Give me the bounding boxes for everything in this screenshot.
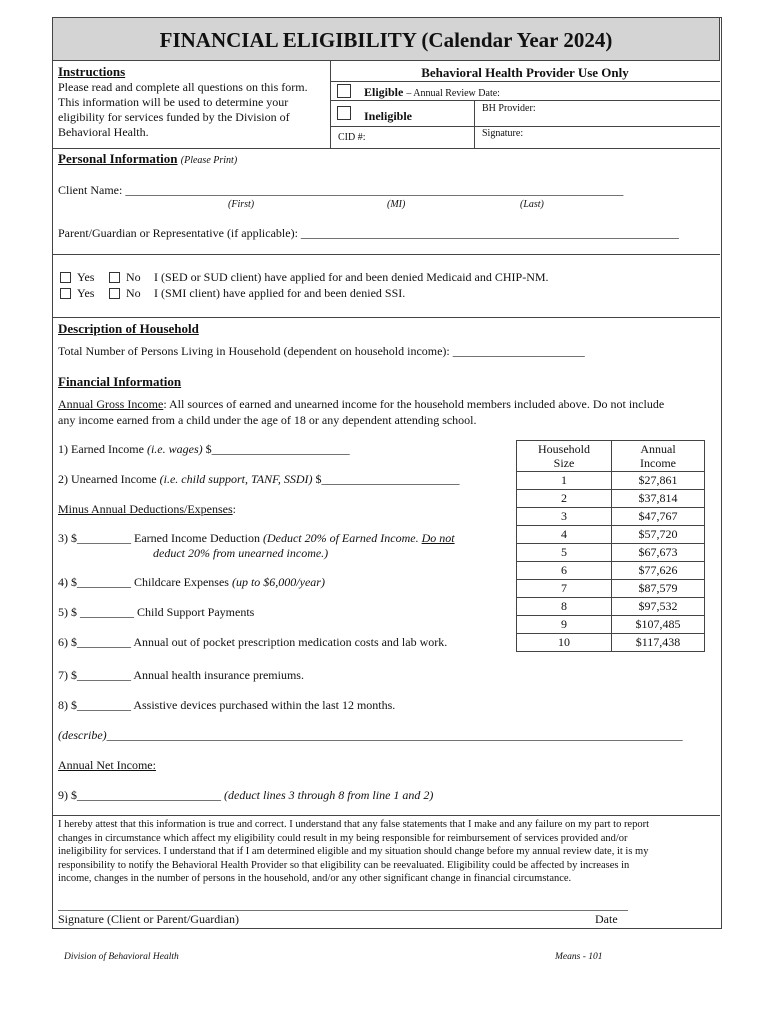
describe-field[interactable] bbox=[58, 728, 683, 743]
household-count-field[interactable]: Total Number of Persons Living in Household (dependent on household income): ______________________ bbox=[58, 344, 585, 358]
instructions-line: Please read and complete all questions on this form. bbox=[58, 80, 308, 94]
yes-label: Yes bbox=[77, 270, 95, 284]
table-row bbox=[517, 580, 705, 598]
line-4-childcare[interactable] bbox=[58, 575, 325, 590]
income-cell: $87,579 bbox=[612, 580, 705, 598]
instructions-line: eligibility for services funded by the Division of bbox=[58, 110, 290, 124]
first-name-caption: (First) bbox=[228, 199, 255, 210]
medicaid-question: I (SED or SUD client) have applied for and been denied Medicaid and CHIP-NM. bbox=[154, 270, 549, 284]
table-row bbox=[517, 544, 705, 562]
eligible-checkbox[interactable] bbox=[337, 84, 351, 98]
section-divider bbox=[52, 317, 720, 318]
line-3-earned-income-deduction[interactable] bbox=[58, 531, 455, 546]
section-divider bbox=[52, 815, 720, 816]
size-cell: 3 bbox=[517, 508, 612, 526]
header-line: Annual bbox=[640, 442, 676, 456]
describe-label: (describe) bbox=[58, 728, 107, 742]
annual-income-header bbox=[612, 441, 705, 472]
line-label: 9) $________________________ bbox=[58, 788, 224, 802]
income-cell: $47,767 bbox=[612, 508, 705, 526]
size-cell: 9 bbox=[517, 616, 612, 634]
size-cell: 10 bbox=[517, 634, 612, 652]
line-label: 1) Earned Income bbox=[58, 442, 147, 456]
no-label: No bbox=[126, 286, 141, 300]
bh-provider-label: BH Provider: bbox=[482, 103, 536, 114]
line-9-net-income[interactable] bbox=[58, 788, 433, 803]
attestation-line: income, changes in the number of persons in the household, and/or any other significant change in financial circumstance. bbox=[58, 873, 572, 884]
instructions-heading: Instructions bbox=[58, 64, 126, 79]
attestation-line: I hereby attest that this information is true and correct. I understand that any false statements that I make and any failure on my part to report bbox=[58, 819, 650, 830]
title-bar bbox=[52, 17, 720, 61]
mi-caption: (MI) bbox=[387, 199, 406, 210]
no-label: No bbox=[126, 270, 141, 284]
line-note: (i.e. child support, TANF, SSDI) bbox=[159, 472, 313, 486]
table-row bbox=[517, 508, 705, 526]
instructions-line: This information will be used to determine your bbox=[58, 95, 289, 109]
income-cell: $77,626 bbox=[612, 562, 705, 580]
line-note: (Deduct 20% of Earned Income. bbox=[262, 531, 422, 545]
signature-field-label: Signature: bbox=[482, 128, 524, 139]
line-note: (deduct lines 3 through 8 from line 1 and 2) bbox=[224, 788, 434, 802]
header-line: Size bbox=[553, 456, 575, 470]
line-3-note-cont: deduct 20% from unearned income.) bbox=[153, 546, 329, 560]
size-cell: 2 bbox=[517, 490, 612, 508]
eligible-row bbox=[364, 85, 500, 100]
income-cell: $117,438 bbox=[612, 634, 705, 652]
deductions-heading bbox=[58, 502, 236, 517]
table-row bbox=[517, 472, 705, 490]
provider-box-line bbox=[330, 81, 720, 82]
income-cell: $57,720 bbox=[612, 526, 705, 544]
guardian-field[interactable]: Parent/Guardian or Representative (if applicable): _______________________________________________________________ bbox=[58, 226, 679, 240]
no-checkbox-2[interactable] bbox=[109, 288, 120, 299]
size-cell: 1 bbox=[517, 472, 612, 490]
size-cell: 8 bbox=[517, 598, 612, 616]
size-cell: 4 bbox=[517, 526, 612, 544]
no-checkbox-1[interactable] bbox=[109, 272, 120, 283]
header-line: Income bbox=[640, 456, 676, 470]
line-5-child-support[interactable]: 5) $ _________ Child Support Payments bbox=[58, 605, 255, 619]
provider-box-divider bbox=[474, 100, 475, 148]
ssi-question: I (SMI client) have applied for and been denied SSI. bbox=[154, 286, 406, 300]
line-1-earned-income[interactable] bbox=[58, 442, 350, 457]
income-cell: $27,861 bbox=[612, 472, 705, 490]
attestation-line: ineligibility for services. I understand that if I am determined eligible and my situation should change before my annual review date, it is my bbox=[58, 846, 649, 857]
table-row bbox=[517, 526, 705, 544]
provider-box-heading: Behavioral Health Provider Use Only bbox=[421, 65, 629, 80]
cid-label: CID #: bbox=[338, 132, 366, 143]
agi-description bbox=[58, 397, 664, 412]
table-row bbox=[517, 634, 705, 652]
table-row bbox=[517, 562, 705, 580]
income-limit-table bbox=[516, 440, 705, 652]
yes-checkbox-1[interactable] bbox=[60, 272, 71, 283]
table-row bbox=[517, 616, 705, 634]
provider-box-line bbox=[330, 100, 720, 101]
line-blank: $_______________________ bbox=[312, 472, 460, 486]
agi-text: : All sources of earned and unearned income for the household members included above. Do not include bbox=[163, 397, 665, 411]
table-row bbox=[517, 598, 705, 616]
provider-box-line bbox=[330, 126, 720, 127]
line-note: (up to $6,000/year) bbox=[231, 575, 325, 589]
page-title: FINANCIAL ELIGIBILITY (Calendar Year 2024) bbox=[159, 28, 613, 52]
table-row bbox=[517, 490, 705, 508]
household-size-header bbox=[517, 441, 612, 472]
deductions-label: Minus Annual Deductions/Expenses bbox=[58, 502, 233, 516]
line-note: (i.e. wages) bbox=[146, 442, 203, 456]
header-line: Household bbox=[538, 442, 590, 456]
household-heading: Description of Household bbox=[58, 321, 199, 336]
line-6-prescription[interactable]: 6) $_________ Annual out of pocket prescription medication costs and lab work. bbox=[58, 635, 448, 649]
income-cell: $67,673 bbox=[612, 544, 705, 562]
attestation-line: changes in circumstance which affect my eligibility could result in my being responsible for reimbursement of services provided and/or bbox=[58, 832, 628, 844]
line-note-emphasis: Do not bbox=[421, 531, 455, 545]
deductions-colon: : bbox=[232, 502, 236, 516]
personal-heading: Personal Information bbox=[58, 151, 178, 166]
net-income-heading: Annual Net Income: bbox=[58, 758, 156, 772]
section-divider bbox=[52, 254, 720, 255]
line-label: 4) $_________ Childcare Expenses bbox=[58, 575, 232, 589]
ineligible-label: Ineligible bbox=[364, 109, 413, 123]
instructions-text bbox=[58, 80, 333, 140]
agi-text-2: any income earned from a child under the age of 18 or any dependent attending school. bbox=[58, 413, 477, 427]
income-cell: $107,485 bbox=[612, 616, 705, 634]
size-cell: 6 bbox=[517, 562, 612, 580]
size-cell: 7 bbox=[517, 580, 612, 598]
income-cell: $97,532 bbox=[612, 598, 705, 616]
yes-label: Yes bbox=[77, 286, 95, 300]
income-cell: $37,814 bbox=[612, 490, 705, 508]
line-label: 3) $_________ Earned Income Deduction bbox=[58, 531, 263, 545]
yes-checkbox-2[interactable] bbox=[60, 288, 71, 299]
personal-heading-row bbox=[58, 151, 237, 167]
line-blank: $_______________________ bbox=[202, 442, 350, 456]
last-name-caption: (Last) bbox=[520, 199, 544, 210]
size-cell: 5 bbox=[517, 544, 612, 562]
footer-form-number: Means - 101 bbox=[555, 952, 603, 962]
attestation-paragraph bbox=[58, 818, 718, 886]
line-8-assistive-devices[interactable]: 8) $_________ Assistive devices purchased within the last 12 months. bbox=[58, 698, 396, 712]
attestation-line: responsibility to notify the Behavioral Health Provider so that eligibility can be reevaluated. Eligibility could be affected by increases in bbox=[58, 859, 630, 871]
footer-division: Division of Behavioral Health bbox=[64, 952, 179, 962]
instructions-line: Behavioral Health. bbox=[58, 125, 149, 139]
line-7-insurance[interactable]: 7) $_________ Annual health insurance premiums. bbox=[58, 668, 304, 682]
review-date-label: – Annual Review Date: bbox=[406, 88, 500, 99]
please-print-note: (Please Print) bbox=[180, 155, 238, 166]
eligible-label: Eligible bbox=[364, 85, 404, 99]
table-header-row bbox=[517, 441, 705, 472]
line-2-unearned-income[interactable] bbox=[58, 472, 460, 487]
agi-label: Annual Gross Income bbox=[58, 397, 164, 411]
signature-line[interactable]: _______________________________________________________________________________________________ bbox=[58, 898, 628, 912]
client-name-field[interactable]: Client Name: ___________________________________________________________________________________ bbox=[58, 183, 624, 197]
section-divider bbox=[52, 148, 720, 149]
ineligible-checkbox[interactable] bbox=[337, 106, 351, 120]
date-label: Date bbox=[595, 912, 618, 926]
line-label: 2) Unearned Income bbox=[58, 472, 160, 486]
describe-blank: ________________________________________________________________________________________________ bbox=[106, 728, 683, 742]
signature-label: Signature (Client or Parent/Guardian) bbox=[58, 912, 239, 926]
financial-heading: Financial Information bbox=[58, 374, 182, 389]
